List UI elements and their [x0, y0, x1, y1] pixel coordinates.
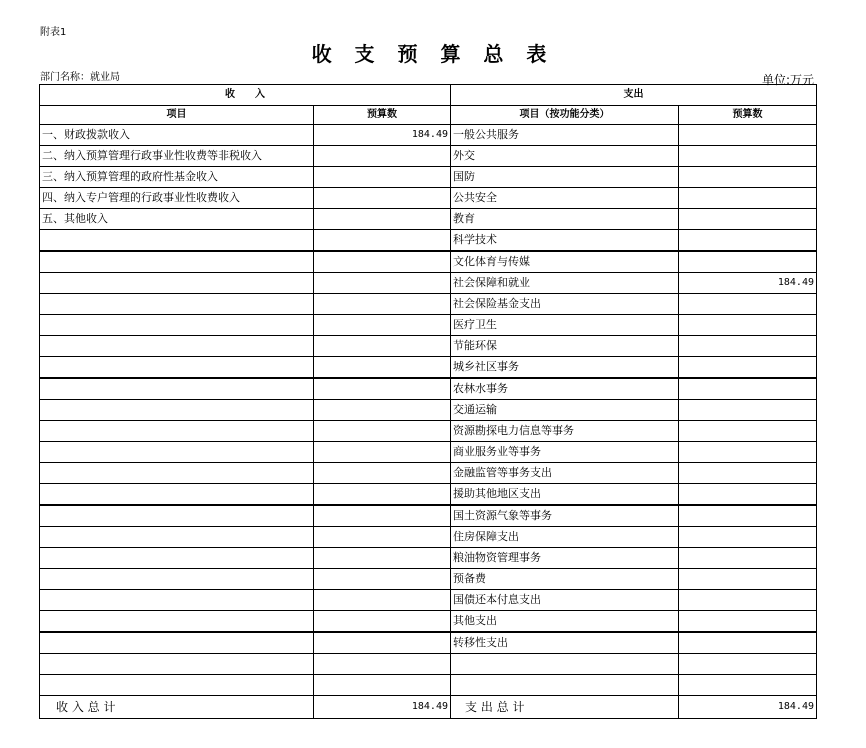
table-row — [40, 209, 817, 230]
expense-item-cell: 国防 — [451, 167, 679, 188]
income-item-cell — [40, 294, 314, 315]
expense-value-cell — [679, 209, 817, 230]
expense-value-cell — [679, 632, 817, 654]
expense-item-cell: 社会保障和就业 — [451, 273, 679, 294]
expense-value-cell — [679, 442, 817, 463]
income-item-cell — [40, 378, 314, 400]
income-item-cell — [40, 590, 314, 611]
expense-item-cell: 医疗卫生 — [451, 315, 679, 336]
expense-item-cell: 国债还本付息支出 — [451, 590, 679, 611]
expense-value-cell — [679, 251, 817, 273]
income-item-cell — [40, 611, 314, 633]
expense-item-cell: 预备费 — [451, 569, 679, 590]
expense-item-header: 项目（按功能分类） — [451, 106, 679, 125]
table-row — [40, 273, 817, 294]
income-value-cell: 184.49 — [314, 125, 451, 146]
expense-value-cell — [679, 125, 817, 146]
income-item-cell: 五、其他收入 — [40, 209, 314, 230]
income-value-cell — [314, 378, 451, 400]
table-row — [40, 125, 817, 146]
income-value-cell — [314, 315, 451, 336]
expense-total-label: 支 出 总 计 — [451, 696, 679, 719]
expense-item-cell: 粮油物资管理事务 — [451, 548, 679, 569]
income-item-cell — [40, 400, 314, 421]
expense-value-cell — [679, 294, 817, 315]
expense-value-cell — [679, 188, 817, 209]
income-value-cell — [314, 188, 451, 209]
expense-item-cell: 社会保险基金支出 — [451, 294, 679, 315]
table-row — [40, 336, 817, 357]
expense-value-cell — [679, 590, 817, 611]
expense-item-cell: 节能环保 — [451, 336, 679, 357]
expense-value-cell — [679, 675, 817, 696]
expense-value-cell — [679, 505, 817, 527]
expense-item-cell: 国土资源气象等事务 — [451, 505, 679, 527]
income-value-cell — [314, 336, 451, 357]
expense-item-cell: 一般公共服务 — [451, 125, 679, 146]
table-row — [40, 442, 817, 463]
income-value-cell — [314, 569, 451, 590]
income-value-cell — [314, 527, 451, 548]
table-row — [40, 569, 817, 590]
expense-item-cell: 住房保障支出 — [451, 527, 679, 548]
table-row — [40, 675, 817, 696]
expense-value-cell — [679, 336, 817, 357]
expense-value-cell — [679, 569, 817, 590]
income-value-cell — [314, 421, 451, 442]
income-item-cell — [40, 463, 314, 484]
budget-table — [39, 84, 817, 719]
income-value-cell — [314, 357, 451, 379]
income-item-cell — [40, 569, 314, 590]
expense-header: 支出 — [451, 85, 817, 106]
table-row — [40, 146, 817, 167]
income-value-cell — [314, 590, 451, 611]
table-row — [40, 548, 817, 569]
table-row — [40, 611, 817, 633]
income-item-cell — [40, 230, 314, 252]
table-row — [40, 188, 817, 209]
income-header: 收 入 — [40, 85, 451, 106]
expense-value-cell — [679, 421, 817, 442]
expense-value-cell: 184.49 — [679, 273, 817, 294]
department-name: 部门名称：就业局 — [40, 72, 120, 83]
income-item-header: 项目 — [40, 106, 314, 125]
income-value-cell — [314, 548, 451, 569]
table-row — [40, 294, 817, 315]
income-item-cell — [40, 505, 314, 527]
table-row — [40, 632, 817, 654]
income-item-cell — [40, 675, 314, 696]
expense-item-cell: 外交 — [451, 146, 679, 167]
income-item-cell — [40, 315, 314, 336]
income-value-cell — [314, 675, 451, 696]
table-row — [40, 527, 817, 548]
income-item-cell — [40, 357, 314, 379]
expense-value-cell — [679, 654, 817, 675]
expense-item-cell: 文化体育与传媒 — [451, 251, 679, 273]
expense-item-cell: 科学技术 — [451, 230, 679, 252]
expense-value-cell — [679, 484, 817, 506]
expense-value-cell — [679, 315, 817, 336]
income-item-cell: 一、财政拨款收入 — [40, 125, 314, 146]
income-item-cell — [40, 632, 314, 654]
income-item-cell: 三、纳入预算管理的政府性基金收入 — [40, 167, 314, 188]
table-row — [40, 315, 817, 336]
table-row — [40, 421, 817, 442]
income-value-cell — [314, 463, 451, 484]
income-total-label: 收 入 总 计 — [40, 696, 314, 719]
expense-item-cell: 其他支出 — [451, 611, 679, 633]
expense-value-cell — [679, 146, 817, 167]
income-value-cell — [314, 400, 451, 421]
table-row — [40, 251, 817, 273]
table-row — [40, 230, 817, 252]
expense-item-cell: 金融监管等事务支出 — [451, 463, 679, 484]
income-value-cell — [314, 505, 451, 527]
expense-value-cell — [679, 167, 817, 188]
income-value-cell — [314, 484, 451, 506]
expense-item-cell: 公共安全 — [451, 188, 679, 209]
table-row — [40, 505, 817, 527]
table-row — [40, 463, 817, 484]
expense-item-cell: 教育 — [451, 209, 679, 230]
income-item-cell — [40, 654, 314, 675]
income-item-cell — [40, 421, 314, 442]
income-item-cell: 二、纳入预算管理行政事业性收费等非税收入 — [40, 146, 314, 167]
income-item-cell: 四、纳入专户管理的行政事业性收费收入 — [40, 188, 314, 209]
expense-value-cell — [679, 548, 817, 569]
expense-item-cell: 交通运输 — [451, 400, 679, 421]
income-value-cell — [314, 167, 451, 188]
expense-item-cell — [451, 675, 679, 696]
income-item-cell — [40, 251, 314, 273]
income-value-cell — [314, 654, 451, 675]
expense-value-cell — [679, 611, 817, 633]
table-row — [40, 590, 817, 611]
income-budget-header: 预算数 — [314, 106, 451, 125]
expense-value-cell — [679, 463, 817, 484]
income-item-cell — [40, 273, 314, 294]
expense-item-cell: 资源勘探电力信息等事务 — [451, 421, 679, 442]
income-item-cell — [40, 548, 314, 569]
table-row — [40, 378, 817, 400]
income-item-cell — [40, 336, 314, 357]
income-item-cell — [40, 442, 314, 463]
income-total-value: 184.49 — [314, 696, 451, 719]
attachment-label: 附表1 — [40, 27, 67, 38]
unit-label: 单位:万元 — [761, 73, 814, 87]
income-value-cell — [314, 251, 451, 273]
expense-item-cell: 转移性支出 — [451, 632, 679, 654]
expense-value-cell — [679, 378, 817, 400]
income-value-cell — [314, 273, 451, 294]
income-item-cell — [40, 527, 314, 548]
income-value-cell — [314, 230, 451, 252]
expense-value-cell — [679, 357, 817, 379]
income-value-cell — [314, 146, 451, 167]
expense-item-cell: 援助其他地区支出 — [451, 484, 679, 506]
page-title: 收 支 预 算 总 表 — [311, 42, 555, 66]
income-value-cell — [314, 209, 451, 230]
expense-total-value: 184.49 — [679, 696, 817, 719]
table-row — [40, 400, 817, 421]
income-value-cell — [314, 442, 451, 463]
expense-value-cell — [679, 527, 817, 548]
table-row — [40, 357, 817, 379]
table-row — [40, 484, 817, 506]
income-item-cell — [40, 484, 314, 506]
expense-item-cell: 农林水事务 — [451, 378, 679, 400]
expense-item-cell — [451, 654, 679, 675]
income-value-cell — [314, 294, 451, 315]
expense-value-cell — [679, 400, 817, 421]
expense-item-cell: 城乡社区事务 — [451, 357, 679, 379]
table-row — [40, 167, 817, 188]
income-value-cell — [314, 632, 451, 654]
expense-item-cell: 商业服务业等事务 — [451, 442, 679, 463]
income-value-cell — [314, 611, 451, 633]
expense-value-cell — [679, 230, 817, 252]
expense-budget-header: 预算数 — [679, 106, 817, 125]
table-row — [40, 654, 817, 675]
